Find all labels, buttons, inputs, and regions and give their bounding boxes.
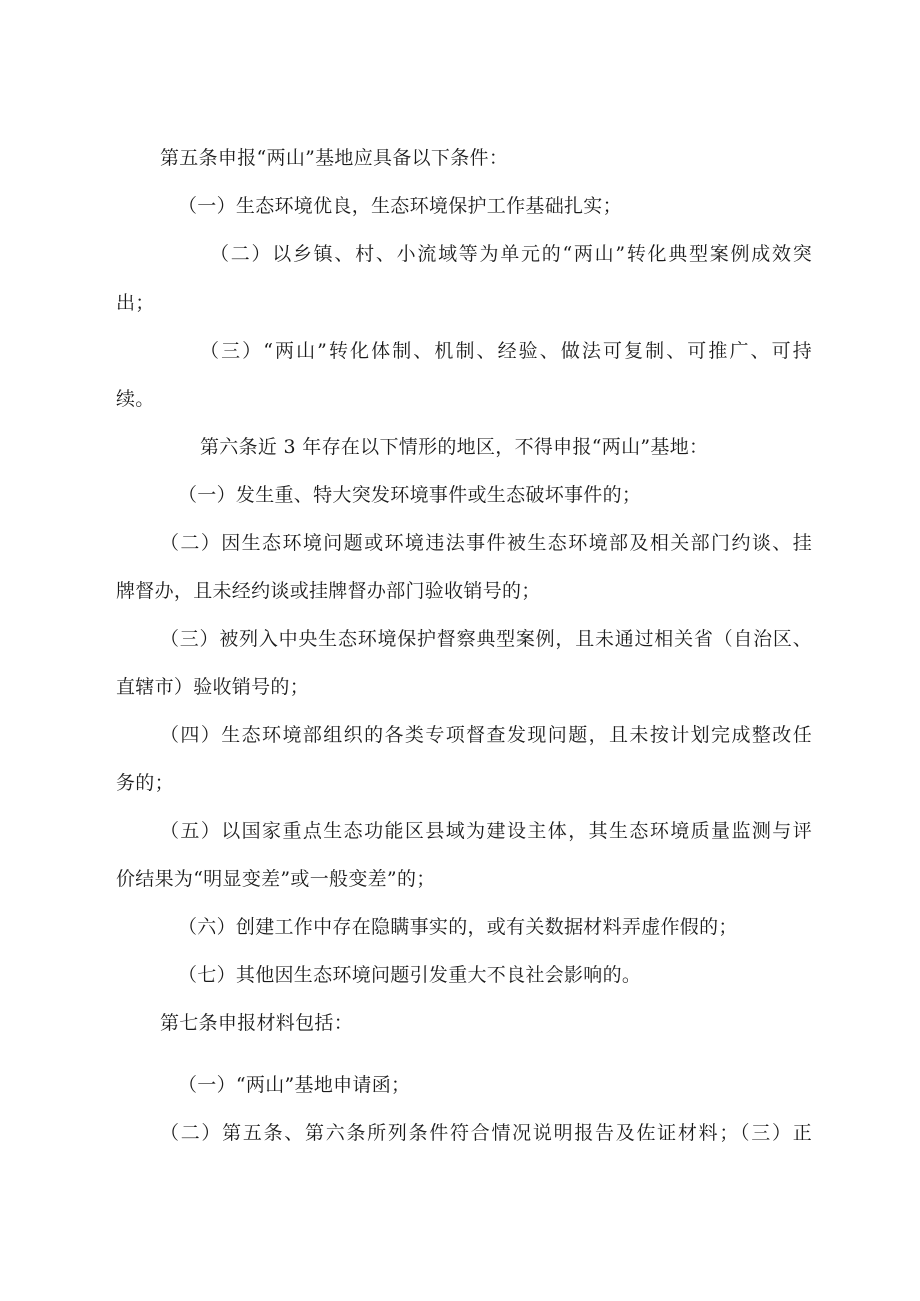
article5-item-1: （一）生态环境优良，生态环境保护工作基础扎实； [178, 195, 622, 217]
article6-item-6: （六）创建工作中存在隐瞒事实的，或有关数据材料弄虚作假的； [178, 916, 738, 938]
article6-item-1: （一）发生重、特大突发环境事件或生态破坏事件的； [178, 484, 642, 506]
article5-item-3-line-2: 续。 [116, 388, 155, 410]
article6-item-5-line-1: （五）以国家重点生态功能区县域为建设主体，其生态环境质量监测与评 [160, 820, 812, 842]
article6-item-2-line-2: 牌督办，且未经约谈或挂牌督办部门验收销号的； [116, 580, 541, 602]
article6-item-3-line-2: 直辖市）验收销号的； [116, 676, 310, 698]
article7-item-2-line-1: （二）第五条、第六条所列条件符合情况说明报告及佐证材料；（三）正 [160, 1122, 812, 1144]
article5-item-3-line-1: （三）“两山”转化体制、机制、经验、做法可复制、可推广、可持 [200, 340, 812, 362]
article6-item-7: （七）其他因生态环境问题引发重大不良社会影响的。 [178, 964, 642, 986]
article6-item-4-line-2: 务的； [116, 772, 174, 794]
article6-heading: 第六条近 3 年存在以下情形的地区，不得申报“两山”基地： [200, 436, 709, 458]
article5-heading: 第五条申报“两山”基地应具备以下条件： [160, 147, 509, 169]
article6-item-3-line-1: （三）被列入中央生态环境保护督察典型案例，且未通过相关省（自治区、 [160, 628, 812, 650]
article7-item-1: （一）“两山”基地申请函； [178, 1074, 411, 1096]
article5-item-2-line-2: 出； [116, 292, 155, 314]
article7-heading: 第七条申报材料包括： [160, 1012, 354, 1034]
article6-item-5-line-2: 价结果为“明显变差”或一般变差”的； [116, 868, 436, 890]
article6-item-4-line-1: （四）生态环境部组织的各类专项督查发现问题，且未按计划完成整改任 [160, 724, 812, 746]
article6-item-2-line-1: （二）因生态环境问题或环境违法事件被生态环境部及相关部门约谈、挂 [160, 532, 812, 554]
article5-item-2-line-1: （二）以乡镇、村、小流域等为单元的“两山”转化典型案例成效突 [210, 243, 812, 265]
